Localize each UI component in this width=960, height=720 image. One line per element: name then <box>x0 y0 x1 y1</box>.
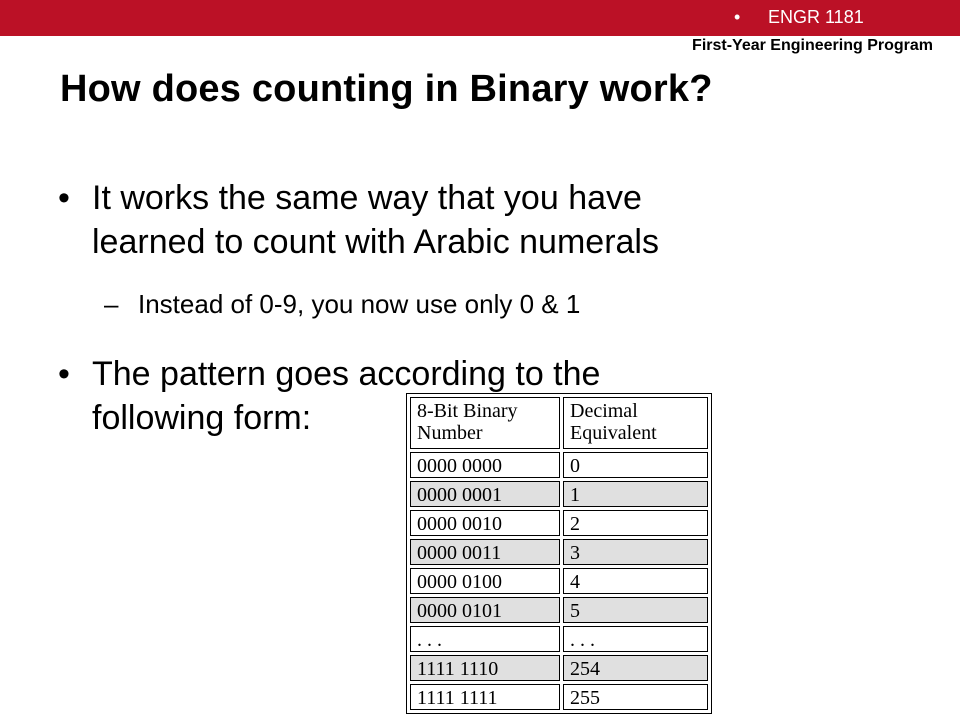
bullet-1-line-1: It works the same way that you have <box>92 179 642 217</box>
decimal-cell: 3 <box>563 539 708 565</box>
binary-cell: 0000 0001 <box>410 481 560 507</box>
decimal-cell: 4 <box>563 568 708 594</box>
table-row <box>410 452 708 478</box>
binary-cell: 0000 0000 <box>410 452 560 478</box>
table-row <box>410 684 708 710</box>
header-binary <box>410 397 560 449</box>
header-decimal-line-2: Equivalent <box>570 422 657 444</box>
decimal-cell: 0 <box>563 452 708 478</box>
decimal-cell: . . . <box>563 626 708 652</box>
decimal-cell: 2 <box>563 510 708 536</box>
course-label <box>734 7 864 28</box>
binary-cell: 0000 0100 <box>410 568 560 594</box>
table-row <box>410 539 708 565</box>
decimal-cell: 5 <box>563 597 708 623</box>
bullet-1-line-2: learned to count with Arabic numerals <box>92 223 659 261</box>
decimal-cell: 255 <box>563 684 708 710</box>
course-bullet: • <box>734 7 741 27</box>
bullet-2-mark: • <box>58 355 70 393</box>
table-row <box>410 510 708 536</box>
bullet-1 <box>58 176 818 272</box>
program-name: First-Year Engineering Program <box>692 37 933 54</box>
decimal-cell: 254 <box>563 655 708 681</box>
bullet-2-line-2: following form: <box>92 399 312 437</box>
sub-bullet <box>104 289 580 320</box>
header-binary-line-2: Number <box>417 422 483 444</box>
table-row <box>410 597 708 623</box>
table-row <box>410 626 708 652</box>
table-row <box>410 481 708 507</box>
sub-bullet-text: Instead of 0-9, you now use only 0 & 1 <box>138 289 581 319</box>
header-binary-line-1: 8-Bit Binary <box>417 400 518 422</box>
binary-cell: 1111 1111 <box>410 684 560 710</box>
header-decimal <box>563 397 708 449</box>
table-row <box>410 655 708 681</box>
binary-cell: 0000 0011 <box>410 539 560 565</box>
bullet-1-mark: • <box>58 179 70 217</box>
table-row <box>410 568 708 594</box>
binary-cell: 0000 0101 <box>410 597 560 623</box>
course-code: ENGR 1181 <box>768 7 864 27</box>
binary-cell: 0000 0010 <box>410 510 560 536</box>
binary-cell: 1111 1110 <box>410 655 560 681</box>
binary-table <box>406 393 712 714</box>
table-header-row <box>410 397 708 449</box>
binary-cell: . . . <box>410 626 560 652</box>
bullet-2-line-1: The pattern goes according to the <box>92 355 601 393</box>
header-decimal-line-1: Decimal <box>570 400 638 422</box>
slide-title: How does counting in Binary work? <box>60 68 713 110</box>
sub-bullet-mark: – <box>104 289 119 319</box>
decimal-cell: 1 <box>563 481 708 507</box>
